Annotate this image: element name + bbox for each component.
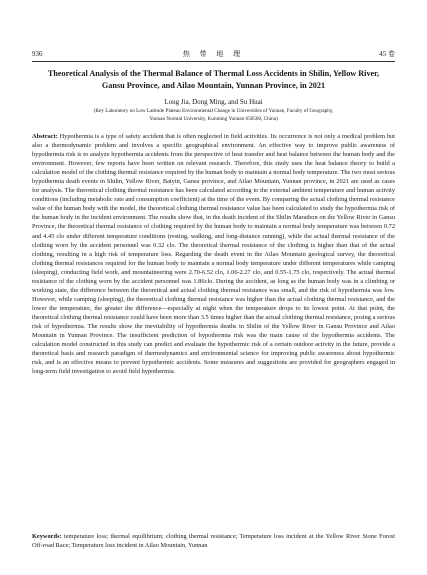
volume-label: 45 卷	[379, 50, 395, 58]
page-number: 936	[32, 50, 43, 58]
abstract-text: Hypothermia is a type of safety accident that is often neglected in field activities. Its occurrence is not only a medical problem but also a thermodynamic problem and involves a specific geographical environment. An effective way to improve public awareness of hypothermia risk is to analyze hypothermia accidents from the perspective of heat transfer and heat balance between the human body and the environment. However, few reports have been written on relevant research. Therefore, this study uses the heat balance theory to build a calculation model of the clothing thermal resistance required by the human body to maintain a normal body temperature. The two most serious hypothermia death events in Shilin, Yellow River, Baiyin, Gansu province, and Ailao Mountain, Yunnan province, in 2021 are used as cases for analysis. The theoretical clothing thermal resistance has been calculated according to the external ambient temperature and human activity conditions (including metabolic rate and consumption coefficient) at the time of the event. By comparing the actual clothing thermal resistance value of the human body with the model, the theoretical clothing thermal resistance value has been calculated to study the hypothermia risk of the human body in the incident environment. The results show that, in the death incident of the Shilin Marathon on the Yellow River in Gansu Province, the theoretical thermal resistance of clothing required by the human body to maintain a normal body temperature was between 0.72 and 4.45 clo under different temperature conditions (resting, walking, and long-distance running), while the actual thermal resistance of the clothing worn by the accident personnel was 0.32 clo. The theoretical thermal resistance of the clothing is higher than that of the actual clothing, resulting in a high risk of temperature loss. Regarding the death event in the Ailao Mountain geological survey, the theoretical clothing thermal resistances required for the human body to maintain a normal body temperature under different temperatures while camping (sleeping), conducting field work, and mountaineering were 2.70-6.52 clo, 1.06-2.27 clo, and 0.55-1.75 clo, respectively. The actual thermal resistance of the clothing worn by the accident personnel was 1.86clo. During the accident, as long as the human body was in a climbing or working state, the difference between the theoretical and actual clothing thermal resistance was small, and the risk of hypothermia was low. However, while camping (sleeping), the theoretical clothing thermal resistance was higher than the actual clothing thermal resistance, and the lower the temperature, the greater the difference—especially at night when the temperature drops to its lowest point. At that point, the theoretical clothing thermal resistance could have been more than 3.5 times higher than the actual clothing thermal resistance, posing a serious risk of hypothermia. The results show the inevitability of hypothermia deaths in Shilin of the Yellow River in Gansu Province and Ailao Mountain in Yunnan Province. The insufficient prediction of hypothermia risk was the main cause of the hypothermia accidents. The calculation model constructed in this study can predict and evaluate the hypothermic risk of a certain outdoor activity in the future, provide a theoretical basis and research paradigm of thermodynamics and environmental science for improving public awareness about hypothermic risk, and is an effective means to prevent hypothermic accidents. Some measures and suggestions are provided for geographers engaged in long-term field investigation to avoid field hypothermia.	[32, 133, 395, 376]
author-list: Long Jia, Dong Ming, and Su Huai	[164, 98, 263, 106]
affiliation-line-2: Yunnan Normal University, Kunming Yunnan 650500, China)	[149, 116, 278, 123]
keywords-label: Keywords:	[32, 533, 62, 540]
journal-name: 热 带 地 理	[182, 50, 245, 58]
running-header	[32, 48, 395, 60]
abstract	[32, 132, 395, 376]
abstract-label: Abstract:	[32, 133, 58, 140]
affiliation-line-1: (Key Laboratory on Low Latitude Plateau Environmental Change in Universities of Yunnan, Faculty of Geography,	[93, 108, 334, 114]
affiliation	[40, 107, 387, 123]
keywords-text: temperature loss; thermal equilibrium; clothing thermal resistance; Temperature loss incident at the Yellow River Stone Forest Off-road Race; Temperature loss incident in Ailao Mountain, Yunnan	[32, 533, 395, 550]
keywords	[32, 532, 395, 550]
header-rule	[32, 61, 395, 62]
article-title: Theoretical Analysis of the Thermal Balance of Thermal Loss Accidents in Shilin, Yellow River, Gansu Province, and Ailao Mountain, Yunnan Province, in 2021	[47, 69, 380, 90]
